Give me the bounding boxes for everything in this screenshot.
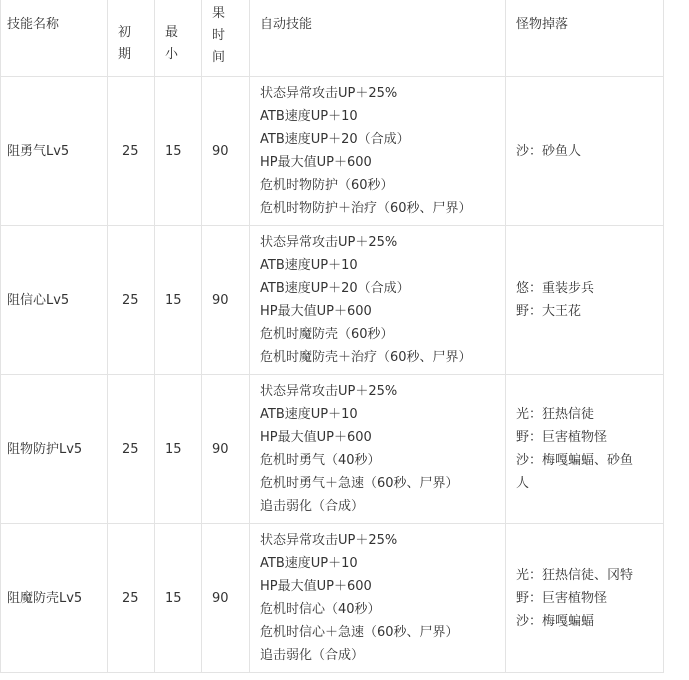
skill-name: 阻勇气Lv5 xyxy=(1,77,108,226)
skill-name: 阻信心Lv5 xyxy=(1,226,108,375)
auto-skills: 状态异常攻击UP＋25% ATB速度UP＋10 HP最大值UP＋600 危机时信心（40秒） 危机时信心＋急速（60秒、尸界） 追击弱化（合成） xyxy=(250,524,506,673)
skill-name: 阻物防护Lv5 xyxy=(1,375,108,524)
time-value: 90 xyxy=(202,226,250,375)
auto-skills: 状态异常攻击UP＋25% ATB速度UP＋10 ATB速度UP＋20（合成） HP最大值UP＋600 危机时物防护（60秒） 危机时物防护＋治疗（60秒、尸界） xyxy=(250,77,506,226)
initial-value: 25 xyxy=(108,375,155,524)
header-row xyxy=(1,0,664,77)
monster-drops: 光：狂热信徒、冈特 野：巨害植物怪 沙：梅嘎蝙蝠 xyxy=(506,524,664,673)
time-value: 90 xyxy=(202,524,250,673)
skill-name: 阻魔防壳Lv5 xyxy=(1,524,108,673)
initial-value: 25 xyxy=(108,77,155,226)
minimum-value: 15 xyxy=(155,375,202,524)
monster-drops: 光：狂热信徒 野：巨害植物怪 沙：梅嘎蝙蝠、砂鱼 人 xyxy=(506,375,664,524)
monster-drops: 悠：重装步兵 野：大王花 xyxy=(506,226,664,375)
table-row xyxy=(1,77,664,226)
table-row xyxy=(1,375,664,524)
time-value: 90 xyxy=(202,375,250,524)
initial-value: 25 xyxy=(108,226,155,375)
minimum-value: 15 xyxy=(155,77,202,226)
time-value: 90 xyxy=(202,77,250,226)
header-monster-drops: 怪物掉落 xyxy=(506,0,664,77)
header-minimum: 最 小 xyxy=(155,0,202,77)
initial-value: 25 xyxy=(108,524,155,673)
minimum-value: 15 xyxy=(155,226,202,375)
header-initial: 初 期 xyxy=(108,0,155,77)
auto-skills: 状态异常攻击UP＋25% ATB速度UP＋10 HP最大值UP＋600 危机时勇气（40秒） 危机时勇气＋急速（60秒、尸界） 追击弱化（合成） xyxy=(250,375,506,524)
header-name: 技能名称 xyxy=(1,0,108,77)
header-auto-skills: 自动技能 xyxy=(250,0,506,77)
table-row xyxy=(1,524,664,673)
minimum-value: 15 xyxy=(155,524,202,673)
monster-drops: 沙：砂鱼人 xyxy=(506,77,664,226)
header-effect-time: 果 时 间 xyxy=(202,0,250,77)
auto-skills: 状态异常攻击UP＋25% ATB速度UP＋10 ATB速度UP＋20（合成） HP最大值UP＋600 危机时魔防壳（60秒） 危机时魔防壳＋治疗（60秒、尸界） xyxy=(250,226,506,375)
table-row xyxy=(1,226,664,375)
